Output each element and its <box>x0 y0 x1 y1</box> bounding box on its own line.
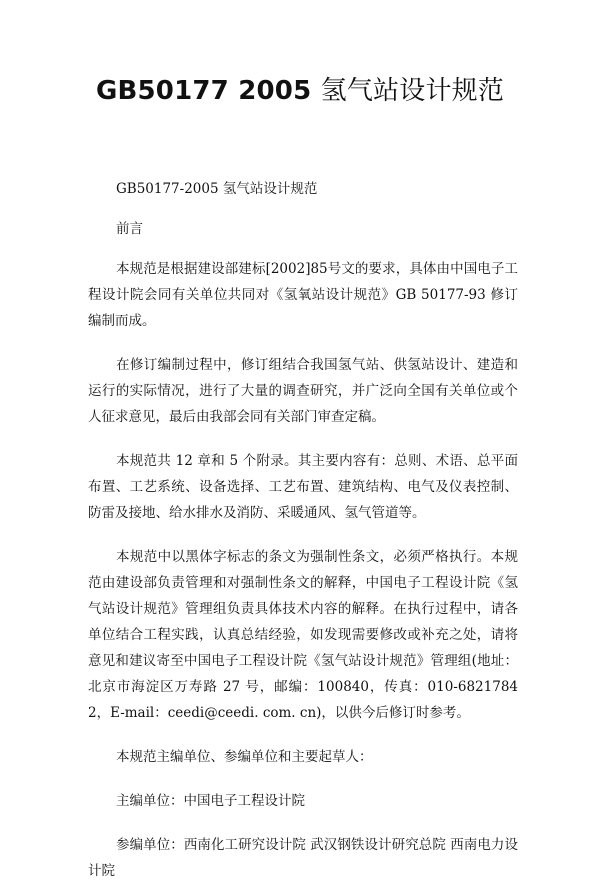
paragraph-authors-intro: 本规范主编单位、参编单位和主要起草人： <box>116 749 373 765</box>
paragraph-origin: 本规范是根据建设部建标[2002]85号文的要求，具体由中国电子工程设计院会同有关单位共同对《氢氧站设计规范》GB 50177-93 修订编制而成。 <box>88 261 518 329</box>
paragraph-contents: 本规范共 12 章和 5 个附录。其主要内容有：总则、术语、总平面布置、工艺系统、设备选择、工艺布置、建筑结构、电气及仪表控制、防雷及接地、给水排水及消防、采暖通风、氢气管道等。 <box>88 453 518 521</box>
paragraph-chief-editor: 主编单位：中国电子工程设计院 <box>116 793 305 809</box>
paragraph-participating-units: 参编单位：西南化工研究设计院 武汉钢铁设计研究总院 西南电力设计院 <box>88 837 518 879</box>
document-body <box>88 176 518 884</box>
section-heading-foreword: 前言 <box>116 221 143 237</box>
paragraph-process: 在修订编制过程中，修订组结合我国氢气站、供氢站设计、建造和运行的实际情况，进行了大量的调查研究，并广泛向全国有关单位或个人征求意见，最后由我部会同有关部门审查定稿。 <box>88 357 518 425</box>
paragraph-mandatory: 本规范中以黑体字标志的条文为强制性条文，必须严格执行。本规范由建设部负责管理和对强制性条文的解释，中国电子工程设计院《氢气站设计规范》管理组负责具体技术内容的解释。在执行过程中，请各单位结合工程实践，认真总结经验，如发现需要修改或补充之处，请将意见和建议寄至中国电子工程设计院《氢气站设计规范》管理组(地址：北京市海淀区万寿路 27 号，邮编：100840，传真：010-68217842，E-mail：ceedi@ceedi. com. cn)，以供今后修订时参考。 <box>88 549 518 721</box>
document-title <box>0 74 600 108</box>
document-subtitle: GB50177-2005 氢气站设计规范 <box>116 181 318 197</box>
document-title-code: GB50177 2005 <box>95 76 312 106</box>
document-title-name: 氢气站设计规范 <box>320 76 505 106</box>
